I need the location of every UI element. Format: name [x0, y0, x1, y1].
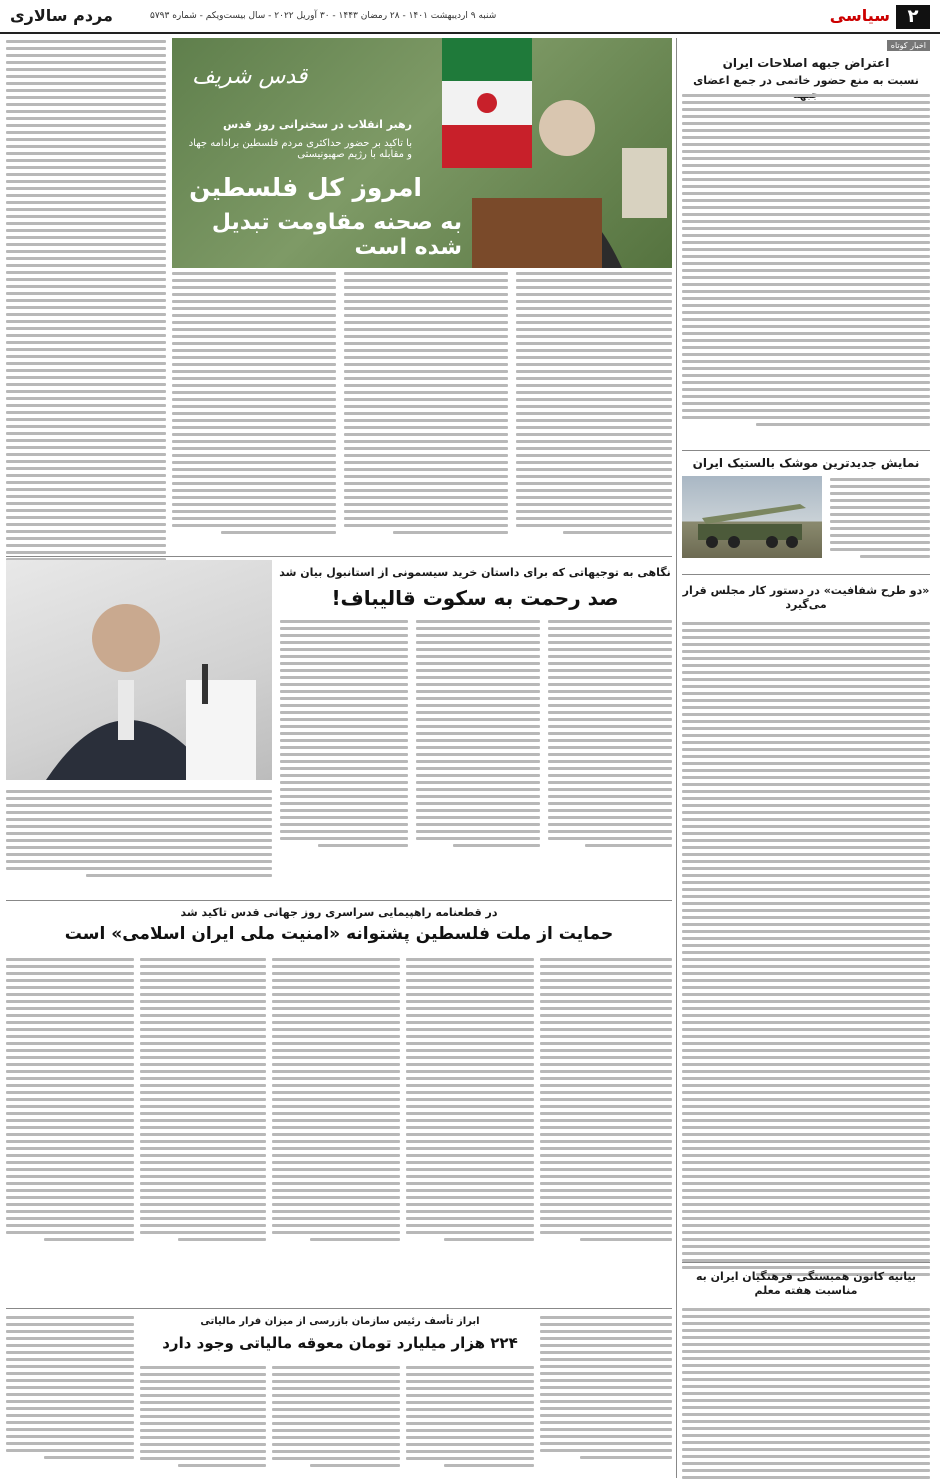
qalibaf-body-col3: [280, 620, 408, 847]
tax-headline: ۲۲۴ هزار میلیارد تومان معوقه مالیاتی وجود دارد: [162, 1334, 518, 1352]
section-divider: [6, 900, 672, 901]
story-body: [830, 478, 930, 558]
lead-deck: با تاکید بر حضور حداکثری مردم فلسطین برادامه جهاد و مقابله با رژیم صهیونیستی: [188, 138, 412, 160]
qalibaf-body-col2: [416, 620, 540, 847]
qalibaf-photo: [6, 560, 272, 780]
short-news-tag: اخبار کوتاه: [887, 40, 930, 51]
missile-icon: [682, 476, 822, 558]
palestine-kicker: در قطعنامه راهپیمایی سراسری روز جهانی قدس تاکید شد: [180, 906, 498, 919]
lead-photo: [172, 38, 672, 268]
tax-body-col1: [540, 1316, 672, 1459]
section-divider: [6, 1308, 672, 1309]
lead-headline-line2: به صحنه مقاومت تبدیل شده است: [211, 210, 462, 260]
story-body: [682, 94, 930, 426]
story-divider: [682, 1262, 930, 1263]
lead-body-col2: [344, 272, 508, 534]
qalibaf-headline: صد رحمت به سکوت قالیباف!: [331, 586, 619, 610]
story-title: اعتراض جبهه اصلاحات ایران: [722, 56, 890, 70]
missile-photo: [682, 476, 822, 558]
lead-body-col3: [172, 272, 336, 534]
tax-body-col4: [140, 1366, 266, 1467]
palestine-body-col4: [140, 958, 266, 1241]
tax-body-col5: [6, 1316, 134, 1459]
tax-kicker: ابراز تأسف رئیس سازمان بازرسی از میزان فرار مالیاتی: [200, 1316, 480, 1327]
column-divider: [676, 38, 677, 1478]
story-subtitle: نسبت به منع حضور خاتمی در جمع اعضای: [693, 74, 919, 87]
speaker-portrait-icon: [6, 560, 272, 780]
short-news-column: [682, 38, 930, 1478]
story-body: [682, 622, 930, 1276]
palestine-body-col1: [540, 958, 672, 1241]
story-body: [682, 1308, 930, 1482]
masthead: مردم سالاری: [10, 6, 113, 25]
palestine-headline: حمایت از ملت فلسطین پشتوانه «امنیت ملی ایران اسلامی» است: [64, 924, 614, 944]
palestine-body-col3: [272, 958, 400, 1241]
tax-body-col2: [406, 1366, 534, 1467]
lead-calligraphy: قدس شریف: [192, 64, 308, 89]
lead-kicker: رهبر انقلاب در سخنرانی روز قدس: [223, 118, 412, 131]
palestine-body-col5: [6, 958, 134, 1241]
qalibaf-kicker: نگاهی به توجیهاتی که برای داستان خرید سیسمونی از استانبول بیان شد: [279, 566, 671, 579]
story-title: بیانیه کانون همبستگی فرهنگیان ایران به مناسبت هفته معلم: [695, 1270, 917, 1297]
dateline: شنبه ۹ اردیبهشت ۱۴۰۱ - ۲۸ رمضان ۱۴۴۳ - ۳۰ آوریل ۲۰۲۲ - سال بیست‌و‌یکم - شماره ۵۷۹۳: [150, 11, 497, 21]
lead-body-col1: [516, 272, 672, 534]
story-title: نمایش جدیدترین موشک بالستیک ایران: [692, 456, 920, 470]
page-header: [0, 0, 940, 34]
qalibaf-body-col1: [548, 620, 672, 847]
qalibaf-body-col4: [6, 790, 272, 877]
lead-headline-line1: امروز کل فلسطین: [189, 173, 422, 202]
story-divider: [682, 574, 930, 575]
left-column-body: [6, 40, 166, 568]
palestine-body-col2: [406, 958, 534, 1241]
section-label: سیاسی: [829, 6, 890, 25]
page-number: ۲: [896, 5, 930, 29]
tax-body-col3: [272, 1366, 400, 1467]
story-title: «دو طرح شفافیت» در دستور کار مجلس قرار می‌گیرد: [682, 584, 930, 611]
section-divider: [6, 556, 672, 557]
story-divider: [682, 450, 930, 451]
